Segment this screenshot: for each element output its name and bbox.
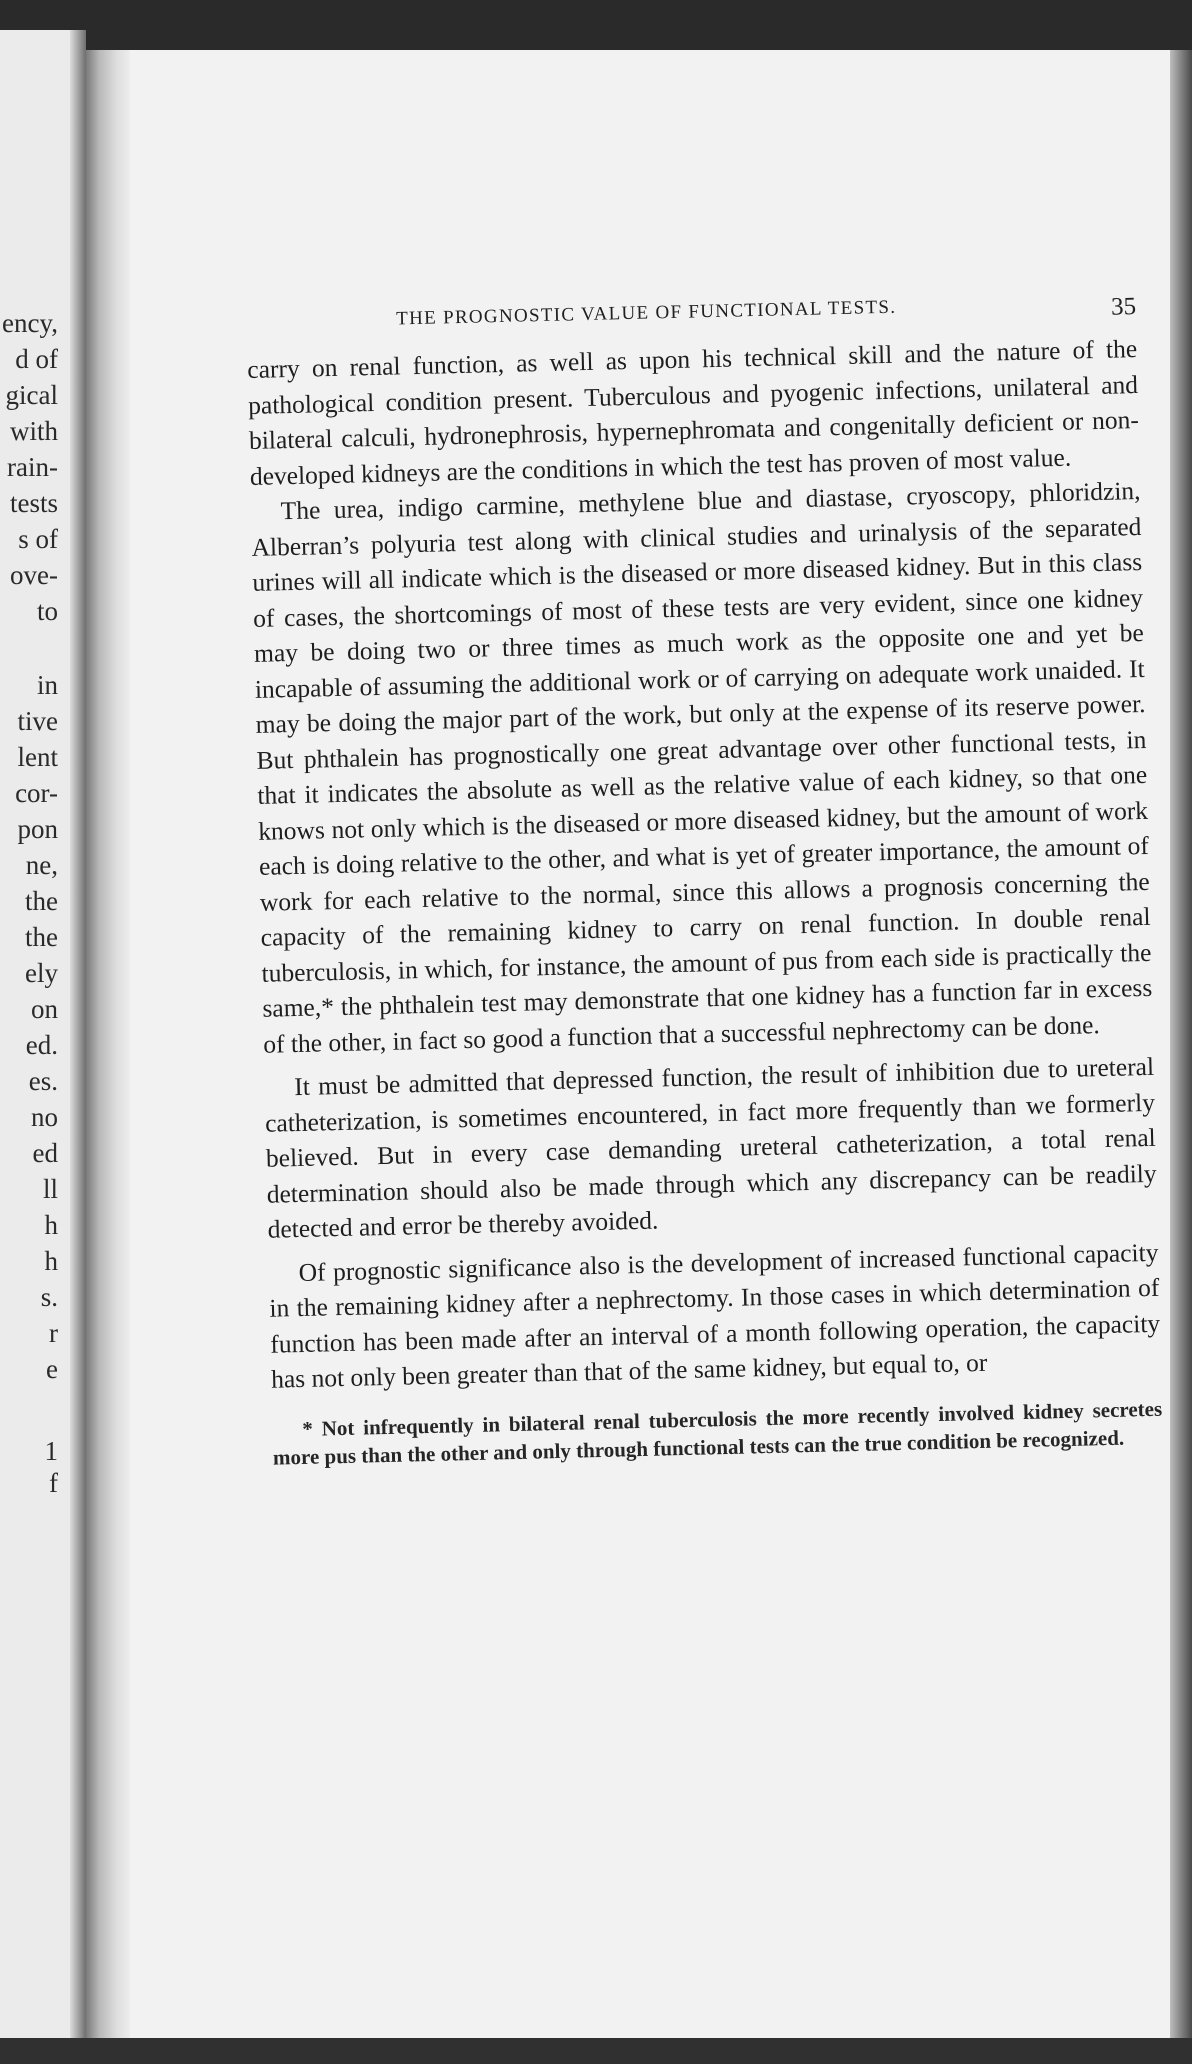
left-page-fragment: lent <box>17 742 58 772</box>
paragraph: carry on renal function, as well as upon his technical skill and the nature of the pathological condition present. Tuberculous and pyogenic infections, unilateral and bilateral calculi, hydronephrosis, hypernephromata and congenitally deficient or non-developed kidneys are the conditions in which the test has proven of most value. <box>247 334 1140 491</box>
paragraph: Of prognostic significance also is the development of increased functional capacity in the remaining kidney after a nephrectomy. In those cases in which determination of function has been made after an interval of a month following operation, the capacity has not only been greater than that of the same kidney, but equal to, or <box>269 1237 1161 1394</box>
left-page-fragment: pon <box>17 814 58 844</box>
left-page-fragment: h <box>44 1246 58 1276</box>
left-page-fragment: ency, <box>2 308 58 338</box>
footnote: * Not infrequently in bilateral renal tuberculosis the more recently involved kidney secretes more pus than the other and only through functional tests can the true condition be recognized. <box>272 1396 1163 1470</box>
left-page-fragment: s. <box>40 1282 58 1312</box>
left-page-fragment: the <box>25 886 58 916</box>
scan-bottom-border <box>0 2038 1192 2064</box>
left-page-binding-shadow <box>70 30 86 2040</box>
left-page-fragment: r <box>49 1318 58 1348</box>
left-page-fragment: f <box>49 1468 58 1498</box>
left-page-fragment: es. <box>28 1066 58 1096</box>
left-page-fragment: ove- <box>10 560 58 590</box>
left-page-fragment: ll <box>42 1174 58 1204</box>
page-number: 35 <box>1110 293 1137 321</box>
paragraph: The urea, indigo carmine, methylene blue and diastase, cryoscopy, phloridzin, Alberran’s polyuria test along with clinical studies and urinalysis of the separated urines will all indicate which is the diseased or more diseased kidney. But in this class of cases, the shortcomings of most of these tests are very evident, since one kidney may be doing two or three times as much work as the opposite one and yet be incapable of assuming the additional work or of carrying on adequate work unaided. It may be doing the major part of the work, but only at the expense of its reserve power. But phthalein has prognostically one great advantage over other functional tests, in that it indicates the absolute as well as the relative value of each kidney, so that one knows not only which is the diseased or more diseased kidney, but the amount of work each is doing relative to the other, and what is yet of greater importance, the amount of work for each relative to the normal, since this allows a prognosis concerning the capacity of the remaining kidney to carry on renal function. In double renal tuberculosis, in which, for instance, the amount of pus from each side is practically the same,* the phthalein test may demonstrate that one kidney has a function far in excess of the other, in fact so good a function that a successful nephrectomy can be done. <box>251 475 1153 1059</box>
left-page-fragment: 1 <box>44 1436 58 1466</box>
left-page-fragment: h <box>44 1210 58 1240</box>
left-page-fragment: to <box>36 596 58 626</box>
left-page-fragment: ne, <box>25 850 58 880</box>
page-content <box>246 291 1163 1471</box>
left-page-fragment: cor- <box>15 778 58 808</box>
body-text <box>247 331 1161 1397</box>
left-page-fragment: with <box>9 416 58 446</box>
left-page-fragment: in <box>36 670 58 700</box>
left-page-edge <box>0 30 86 2040</box>
left-page-fragment: rain- <box>7 452 58 482</box>
left-page-fragment: e <box>46 1354 58 1384</box>
left-page-fragment: tive <box>17 706 58 736</box>
left-page-fragment: ed <box>32 1138 58 1168</box>
page <box>130 50 1170 2040</box>
left-page-fragment: no <box>31 1102 58 1132</box>
left-page-fragment: d of <box>15 344 58 374</box>
left-page-fragment: on <box>31 994 58 1024</box>
left-page-fragment: tests <box>9 488 58 518</box>
left-page-fragment: gical <box>5 380 58 410</box>
left-page-fragment: the <box>25 922 58 952</box>
left-page-fragment: ely <box>25 958 58 988</box>
left-page-fragment: s of <box>18 524 58 554</box>
page-edge-shadow <box>1170 50 1192 2040</box>
paragraph: It must be admitted that depressed function, the result of inhibition due to ureteral catheterization, is sometimes encountered, in fact more frequently than we formerly believed. But in every case demanding ureteral catheterization, a total renal determination should also be made through which any discrepancy can be readily detected and error be thereby avoided. <box>264 1051 1157 1244</box>
left-page-fragment: ed. <box>25 1030 58 1060</box>
book-gutter <box>86 50 130 2040</box>
running-title: THE PROGNOSTIC VALUE OF FUNCTIONAL TESTS. <box>395 296 897 330</box>
